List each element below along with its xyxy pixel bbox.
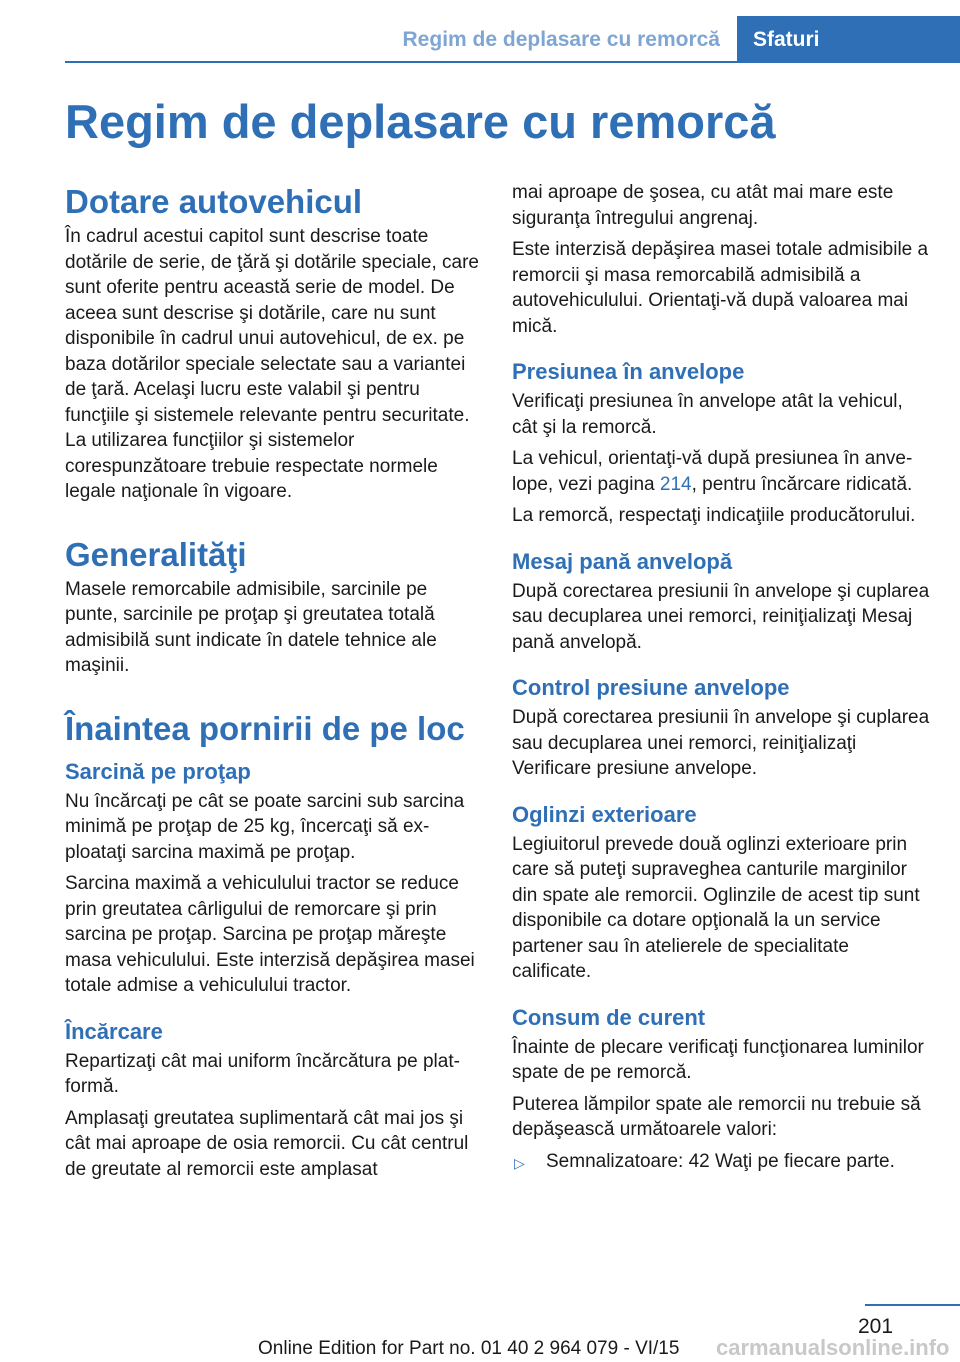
watermark: carmanualsonline.info [716,1335,950,1360]
edition-text: Online Edition for Part no. 01 40 2 964 079 - VI/15 [258,1338,680,1359]
heading-control-presiune: Control presiune anvelope [512,675,790,700]
paragraph-mesaj: După corectarea presiunii în anvelope şi cuplarea sau decuplarea unei remorci, reiniţializaţi Mesaj pană anvelopă. [512,580,930,653]
running-header [0,0,960,62]
paragraph-presiunea-2 [512,446,932,497]
paragraph-presiunea-3: La remorcă, respectaţi indicaţiile producătorului. [512,505,916,526]
heading-oglinzi: Oglinzi exterioare [512,801,697,827]
heading-mesaj-pana: Mesaj pană anvelopă [512,548,733,574]
header-chapter-tab [737,16,960,62]
heading-sarcina-protap: Sarcină pe proţap [65,758,251,784]
paragraph-continuation-2: Este interzisă depăşirea masei totale admisibile a remorcii şi masa remorcabilă admisibilă a autovehiculului. Orientaţi-vă după valoarea mai mică. [512,239,929,337]
paragraph-sarcina-1: Nu încărcaţi pe cât se poate sarcini sub sarcina minimă pe proţap de 25 kg, încercaţi să exploataţi sarcina maximă pe proţap. [65,790,465,863]
paragraph-incarcare-1: Repartizaţi cât mai uniform încărcătura pe platformă. [65,1050,460,1097]
heading-dotare: Dotare autovehicul [65,183,363,220]
heading-inaintea-pornirii: Înaintea pornirii de pe loc [65,709,465,747]
header-section-title: Regim de deplasare cu remorcă [402,28,720,51]
list-item [512,1149,932,1175]
paragraph-consum-2: Puterea lămpilor spate ale remorcii nu trebuie să depăşească următoarele valori: [512,1093,921,1140]
paragraph-presiunea-2a: La vehicul, orientaţi-vă după presiunea în anvelope, vezi pagina [512,448,913,495]
page-reference-link[interactable]: 214 [659,473,692,495]
paragraph-consum-1: Înainte de plecare verificaţi funcţionarea luminilor spate de pe remorcă. [512,1036,924,1083]
page-number: 201 [858,1315,894,1338]
footer-rule [865,1304,960,1306]
paragraph-presiunea-2b: , pentru încărcare ridicată. [691,473,913,495]
paragraph-continuation-1: mai aproape de şosea, cu atât mai mare este siguranţa întregului angrenaj. [512,182,894,229]
right-column [512,180,932,1174]
paragraph-control: După corectarea presiunii în anvelope şi cuplarea sau decuplarea unei remorci, reiniţializaţi Verificare presiune anvelope. [512,707,930,779]
header-rule [65,61,960,63]
left-column [65,180,481,1188]
page-title: Regim de deplasare cu remorcă [65,95,776,148]
paragraph-sarcina-2: Sarcina maximă a vehiculului tractor se reduce prin greutatea cârligului de remorcare şi prin sarcina pe proţap. Sarcina pe proţap măreşte masa vehiculului. Este interzisă depăşirea masei totale admise a vehiculului tractor. [65,873,475,996]
heading-incarcare: Încărcare [65,1018,163,1044]
paragraph-oglinzi: Legiuitorul prevede două oglinzi exterioare prin care să puteţi supraveghea canturile marginilor din spate ale remorcii. Oglinzile de acest tip sunt disponibile ca dotare opţională la un service partener sau în atelierele de specialitate calificate. [512,833,920,982]
paragraph-dotare: În cadrul acestui capitol sunt descrise toate dotările de serie, de ţără şi dotările speciale, care sunt oferite pentru această serie de model. De aceea sunt descrise şi dotările, care nu sunt disponibile în cadrul unui autovehicul, de ex. pe baza dotărilor speciale selectate sau a variantei de ţară. Acelaşi lucru este valabil şi pentru funcţiile şi sistemele relevante pentru securitate. La utilizarea funcţiilor şi sistemelor corespunzătoare trebuie respectate normele legale naţionale în vigoare. [65,226,480,502]
triangle-bullet-icon: ▷ [514,1154,525,1171]
header-chapter-label: Sfaturi [753,28,820,51]
paragraph-generalitati: Masele remorcabile admisibile, sarcinile pe punte, sarcinile pe proţap şi greutatea totală admisibilă sunt indicate în datele tehnice ale maşinii. [65,578,437,676]
paragraph-presiunea-1: Verificaţi presiunea în anvelope atât la vehicul, cât şi la remorcă. [512,391,903,438]
heading-generalitati: Generalităţi [65,535,247,573]
heading-presiunea-anvelope: Presiunea în anvelope [512,359,745,384]
list-item-text: Semnalizatoare: 42 Waţi pe fiecare parte. [546,1150,895,1172]
paragraph-incarcare-2: Amplasaţi greutatea suplimentară cât mai jos şi cât mai aproape de osia remorcii. Cu cât centrul de greutate al remorcii este amplasat [65,1107,469,1180]
heading-consum-curent: Consum de curent [512,1004,706,1030]
